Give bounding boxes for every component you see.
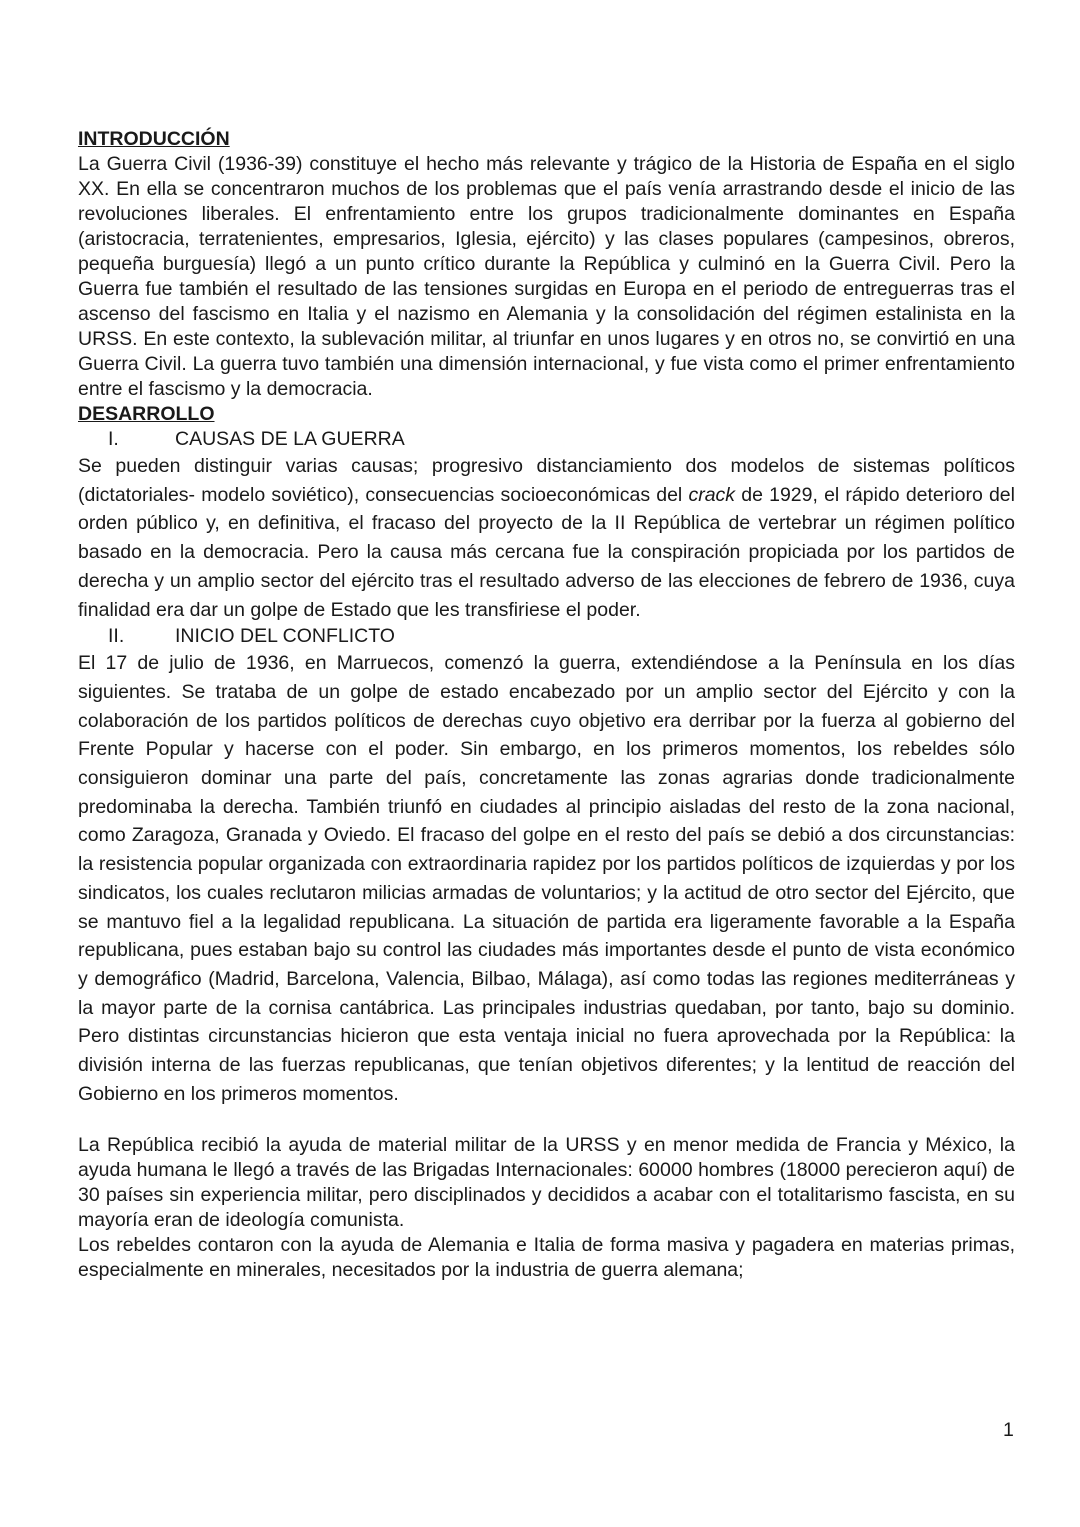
introduccion-paragraph: La Guerra Civil (1936-39) constituye el hecho más relevante y trágico de la Historia de España en el siglo XX. En ella se concentraron muchos de los problemas que el país venía arrastrando desde el inicio de las revoluciones liberales. El enfrentamiento entre los grupos tradicionalmente dominantes en España (aristocracia, terratenientes, empresarios, Iglesia, ejército) y las clases populares (campesinos, obreros, pequeña burguesía) llegó a un punto crítico durante la República y culminó en la Guerra Civil. Pero la Guerra fue también el resultado de las tensiones surgidas en Europa en el periodo de entreguerras tras el ascenso del fascismo en Italia y el nazismo en Alemania y la consolidación del régimen estalinista en la URSS. En este contexto, la sublevación militar, al triunfar en unos lugares y en otros no, se convirtió en una Guerra Civil. La guerra tuvo también una dimensión internacional, y fue vista como el primer enfrentamiento entre el fascismo y la democracia. [78,153,1015,400]
ayuda-republica-paragraph: La República recibió la ayuda de material militar de la URSS y en menor medida de Francia y México, la ayuda humana le llegó a través de las Brigadas Internacionales: 60000 hombres (18000 perecieron aquí) de 30 países sin experiencia militar, pero disciplinados y decididos a acabar con el totalitarismo fascista, en su mayoría eran de ideología comunista. [78,1134,1015,1232]
desarrollo-heading: DESARROLLO [78,403,215,425]
section-inicio-label: INICIO DEL CONFLICTO [175,625,395,648]
section-inicio-title [78,624,1015,649]
causas-paragraph [78,452,1015,624]
document-page [78,127,1015,1283]
page-number: 1 [1003,1419,1014,1441]
inicio-paragraph: El 17 de julio de 1936, en Marruecos, comenzó la guerra, extendiéndose a la Península en los días siguientes. Se trataba de un golpe de estado encabezado por un amplio sector del Ejército y con la colaboración de los partidos políticos de derechas cuyo objetivo era derribar por la fuerza al gobierno del Frente Popular y hacerse con el poder. Sin embargo, en los primeros momentos, los rebeldes sólo consiguieron dominar una parte del país, concretamente las zonas agrarias donde tradicionalmente predominaba la derecha. También triunfó en ciudades al principio aisladas del resto de la zona nacional, como Zaragoza, Granada y Oviedo. El fracaso del golpe en el resto del país se debió a dos circunstancias: la resistencia popular organizada con extraordinaria rapidez por los partidos políticos de izquierdas y por los sindicatos, los cuales reclutaron milicias armadas de voluntarios; y la actitud de otro sector del Ejército, que se mantuvo fiel a la legalidad republicana. La situación de partida era ligeramente favorable a la España republicana, pues estaban bajo su control las ciudades más importantes desde el punto de vista económico y demográfico (Madrid, Barcelona, Valencia, Bilbao, Málaga), así como todas las regiones mediterráneas y la mayor parte de la cornisa cantábrica. Las principales industrias quedaban, por tanto, bajo su dominio. Pero distintas circunstancias hicieron que esta ventaja inicial no fuera aprovechada por la República: la división interna de las fuerzas republicanas, que tenían objetivos diferentes; y la lentitud de reacción del Gobierno en los primeros momentos. [78,652,1015,1105]
section-causas-number: I. [108,428,119,450]
causas-text-before: Se pueden distinguir varias causas; progresivo distanciamiento dos modelos de sistemas políticos (dictatoriales- modelo soviético), consecuencias socioeconómicas del [78,455,1015,506]
paragraph-gap [78,1108,1015,1133]
causas-text-after: de 1929, el rápido deterioro del orden público y, en definitiva, el fracaso del proyecto de la II República de vertebrar un régimen político basado en la democracia. Pero la causa más cercana fue la conspiración propiciada por los partidos de derecha y un amplio sector del ejército tras el resultado adverso de las elecciones de febrero de 1936, cuya finalidad era dar un golpe de Estado que les transfiriese el poder. [78,483,1015,621]
section-causas-label: CAUSAS DE LA GUERRA [175,428,405,450]
introduccion-heading: INTRODUCCIÓN [78,128,230,150]
section-inicio-number: II. [108,625,125,648]
section-causas-title [78,427,1015,452]
ayuda-rebeldes-paragraph: Los rebeldes contaron con la ayuda de Alemania e Italia de forma masiva y pagadera en materias primas, especialmente en minerales, necesitados por la industria de guerra alemana; [78,1234,1015,1282]
causas-text-italic: crack [688,483,736,506]
